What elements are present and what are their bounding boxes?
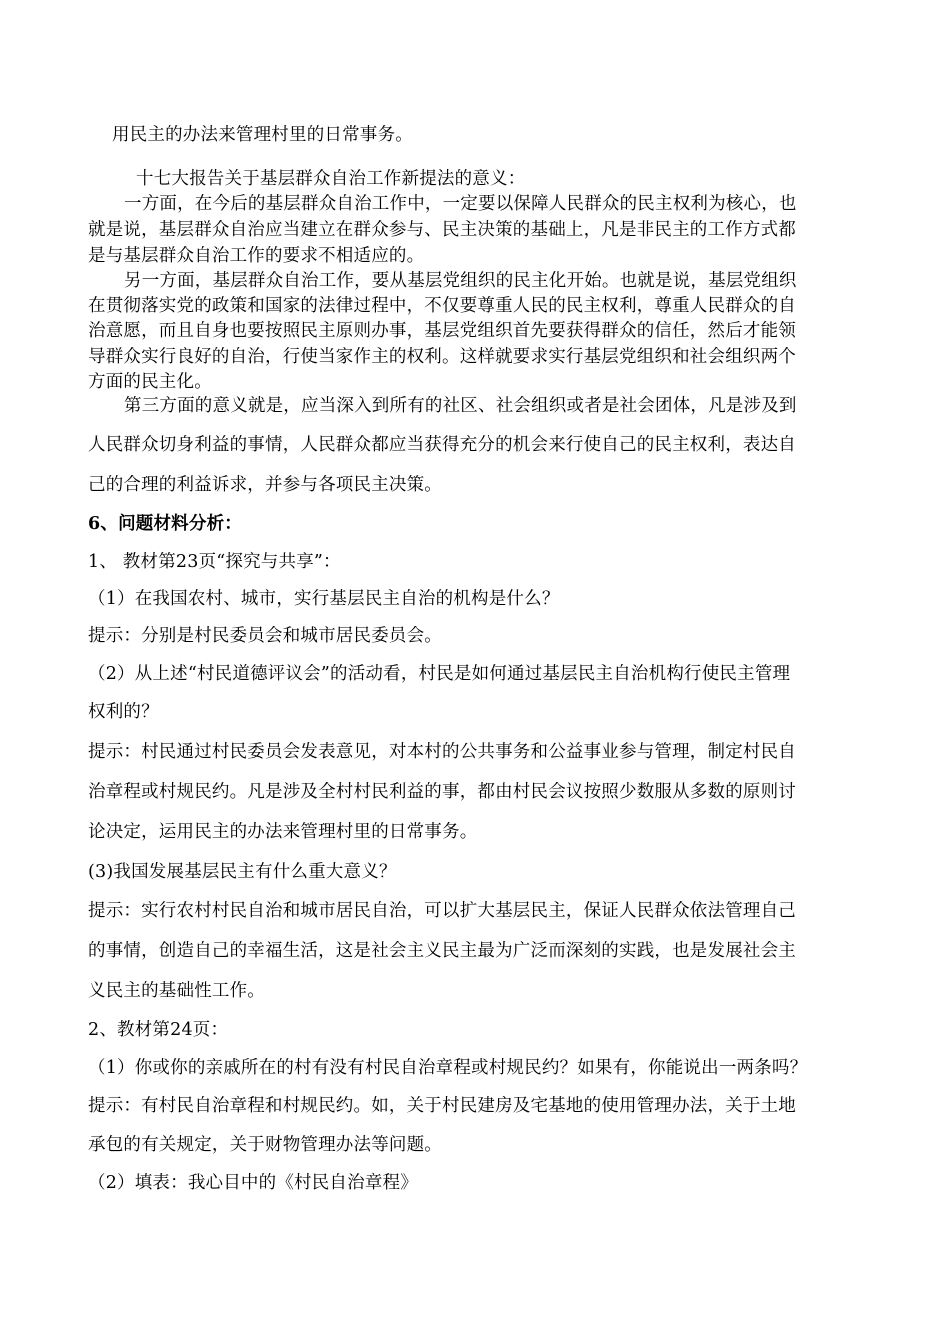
hint: 义民主的基础性工作。 [88, 981, 265, 1001]
text-line: 己的合理的利益诉求，并参与各项民主决策。 [88, 475, 442, 495]
hint: 提示：实行农村村民自治和城市居民自治，可以扩大基层民主，保证人民群众依法管理自己 [88, 901, 796, 921]
text-line: 另一方面，基层群众自治工作，要从基层党组织的民主化开始。也就是说，基层党组织 [124, 271, 797, 291]
text-line: 用民主的办法来管理村里的日常事务。 [112, 125, 413, 145]
text-line: 导群众实行良好的自治，行使当家作主的权利。这样就要求实行基层党组织和社会组织两个 [88, 347, 796, 367]
question-heading: 1、 教材第23页“探究与共享”： [88, 552, 341, 572]
text-line: 就是说，基层群众自治应当建立在群众参与、民主决策的基础上，凡是非民主的工作方式都 [88, 220, 796, 240]
hint: 提示：村民通过村民委员会发表意见，对本村的公共事务和公益事业参与管理，制定村民自 [88, 742, 796, 762]
section-heading: 6、问题材料分析： [88, 514, 242, 534]
hint: 提示：有村民自治章程和村规民约。如，关于村民建房及宅基地的使用管理办法，关于土地 [88, 1096, 796, 1116]
question: （1）在我国农村、城市，实行基层民主自治的机构是什么？ [88, 589, 560, 609]
question: （1）你或你的亲戚所在的村有没有村民自治章程或村规民约？如果有，你能说出一两条吗？ [88, 1058, 808, 1078]
question-heading: 2、教材第24页： [88, 1020, 229, 1040]
hint: 治章程或村规民约。凡是涉及全村村民利益的事，都由村民会议按照少数服从多数的原则讨 [88, 782, 796, 802]
question: (3)我国发展基层民主有什么重大意义？ [88, 862, 397, 882]
text-line: 治意愿，而且自身也要按照民主原则办事，基层党组织首先要获得群众的信任，然后才能领 [88, 321, 796, 341]
hint: 的事情，创造自己的幸福生活，这是社会主义民主最为广泛而深刻的实践，也是发展社会主 [88, 941, 796, 961]
question: （2）填表：我心目中的《村民自治章程》 [88, 1173, 418, 1193]
text-line: 第三方面的意义就是，应当深入到所有的社区、社会组织或者是社会团体，凡是涉及到 [124, 396, 797, 416]
text-line: 人民群众切身利益的事情，人民群众都应当获得充分的机会来行使自己的民主权利，表达自 [88, 435, 796, 455]
question: 权利的？ [88, 702, 159, 722]
text-line: 一方面，在今后的基层群众自治工作中，一定要以保障人民群众的民主权利为核心，也 [124, 194, 797, 214]
text-line: 是与基层群众自治工作的要求不相适应的。 [88, 246, 425, 266]
hint: 提示：分别是村民委员会和城市居民委员会。 [88, 626, 442, 646]
text-line: 在贯彻落实党的政策和国家的法律过程中，不仅要尊重人民的民主权利，尊重人民群众的自 [88, 296, 796, 316]
section-heading: 十七大报告关于基层群众自治工作新提法的意义： [136, 169, 526, 189]
hint: 承包的有关规定，关于财物管理办法等问题。 [88, 1135, 442, 1155]
hint: 论决定，运用民主的办法来管理村里的日常事务。 [88, 822, 478, 842]
text-line: 方面的民主化。 [88, 372, 212, 392]
question: （2）从上述“村民道德评议会”的活动看，村民是如何通过基层民主自治机构行使民主管理 [88, 664, 791, 684]
